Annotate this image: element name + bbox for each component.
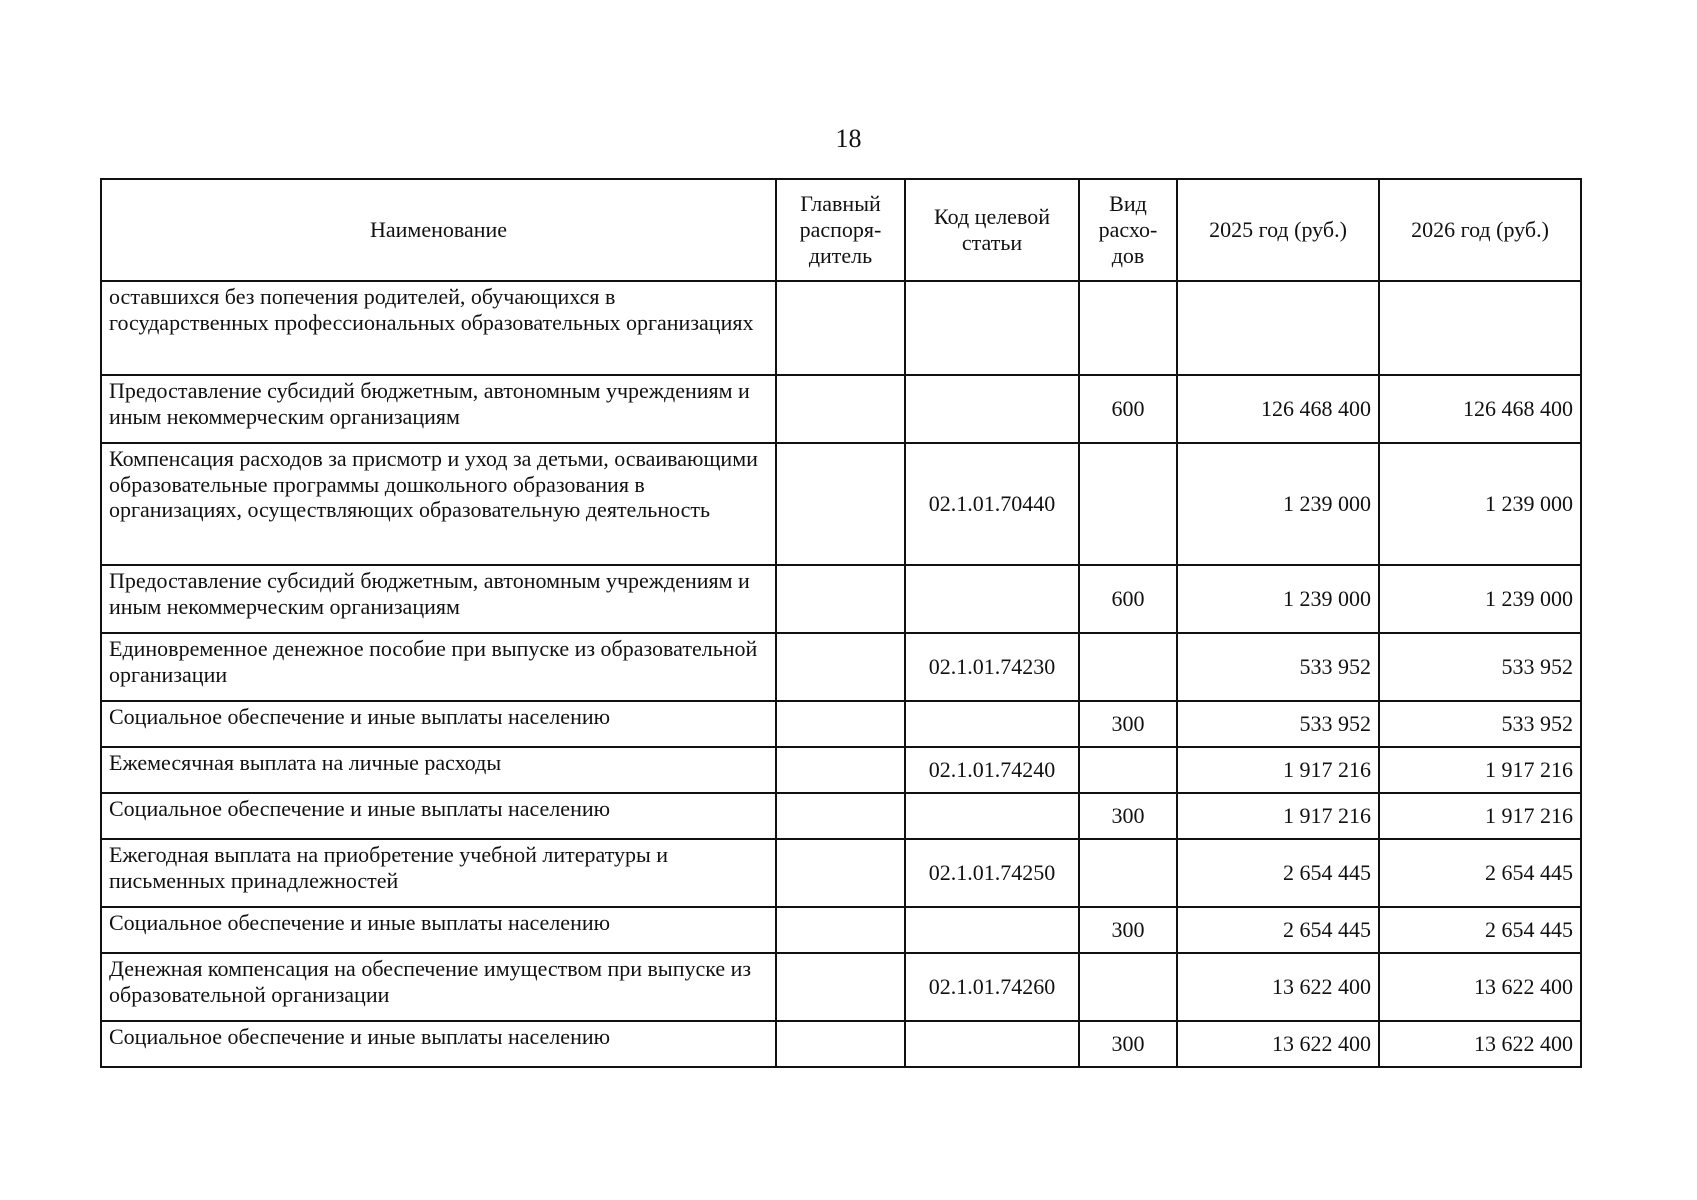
row-amount-2025: 1 917 216 [1177,793,1379,839]
row-name: Денежная компенсация на обеспечение имуществом при выпуске из образовательной организации [101,953,776,1021]
header-target-code: Код целевой статьи [905,179,1079,281]
row-amount-2025: 13 622 400 [1177,953,1379,1021]
row-main-admin [776,747,905,793]
row-expense-type: 600 [1079,565,1177,633]
row-main-admin [776,565,905,633]
row-expense-type [1079,953,1177,1021]
table-row [101,793,1581,839]
row-amount-2026: 126 468 400 [1379,375,1581,443]
header-expense-type: Вид расхо-дов [1079,179,1177,281]
row-target-code: 02.1.01.74230 [905,633,1079,701]
row-name: Предоставление субсидий бюджетным, автономным учреждениям и иным некоммерческим организациям [101,375,776,443]
row-main-admin [776,839,905,907]
row-amount-2026: 2 654 445 [1379,839,1581,907]
row-main-admin [776,1021,905,1067]
table-row [101,375,1581,443]
table-row [101,633,1581,701]
table-row [101,747,1581,793]
row-amount-2026: 1 239 000 [1379,565,1581,633]
row-amount-2025: 126 468 400 [1177,375,1379,443]
row-amount-2025: 2 654 445 [1177,907,1379,953]
budget-table [100,178,1582,1068]
table-header [101,179,1581,281]
row-amount-2025: 1 239 000 [1177,565,1379,633]
row-amount-2026: 533 952 [1379,633,1581,701]
header-name: Наименование [101,179,776,281]
row-amount-2025: 1 239 000 [1177,443,1379,565]
header-row [101,179,1581,281]
row-main-admin [776,633,905,701]
row-name: Предоставление субсидий бюджетным, автономным учреждениям и иным некоммерческим организациям [101,565,776,633]
row-name: Компенсация расходов за присмотр и уход за детьми, осваивающими образовательные программы дошкольного образования в организациях, осуществляющих образовательную деятельность [101,443,776,565]
table-row [101,281,1581,375]
row-amount-2026: 13 622 400 [1379,1021,1581,1067]
header-year-2026: 2026 год (руб.) [1379,179,1581,281]
row-main-admin [776,443,905,565]
row-amount-2025: 1 917 216 [1177,747,1379,793]
row-target-code: 02.1.01.70440 [905,443,1079,565]
row-amount-2026: 533 952 [1379,701,1581,747]
table-body [101,281,1581,1067]
table-row [101,443,1581,565]
header-main-admin: Главный распоря-дитель [776,179,905,281]
row-amount-2026: 2 654 445 [1379,907,1581,953]
row-name: Единовременное денежное пособие при выпуске из образовательной организации [101,633,776,701]
row-target-code [905,375,1079,443]
row-amount-2026: 13 622 400 [1379,953,1581,1021]
row-expense-type: 600 [1079,375,1177,443]
row-expense-type [1079,633,1177,701]
row-main-admin [776,701,905,747]
row-target-code [905,701,1079,747]
row-amount-2025: 2 654 445 [1177,839,1379,907]
row-expense-type: 300 [1079,701,1177,747]
row-main-admin [776,281,905,375]
row-target-code [905,565,1079,633]
row-target-code: 02.1.01.74260 [905,953,1079,1021]
row-amount-2025: 533 952 [1177,701,1379,747]
row-target-code: 02.1.01.74240 [905,747,1079,793]
row-main-admin [776,375,905,443]
row-expense-type [1079,281,1177,375]
row-name: Социальное обеспечение и иные выплаты населению [101,907,776,953]
row-amount-2025 [1177,281,1379,375]
table-row [101,839,1581,907]
table-row [101,1021,1581,1067]
page-number: 18 [835,124,862,153]
row-name: Социальное обеспечение и иные выплаты населению [101,1021,776,1067]
row-target-code [905,793,1079,839]
row-name: Социальное обеспечение и иные выплаты населению [101,793,776,839]
row-name: Ежемесячная выплата на личные расходы [101,747,776,793]
row-name: Ежегодная выплата на приобретение учебной литературы и письменных принадлежностей [101,839,776,907]
row-expense-type [1079,839,1177,907]
row-amount-2025: 533 952 [1177,633,1379,701]
table-row [101,701,1581,747]
row-target-code [905,1021,1079,1067]
row-target-code [905,907,1079,953]
row-amount-2025: 13 622 400 [1177,1021,1379,1067]
row-target-code: 02.1.01.74250 [905,839,1079,907]
row-amount-2026: 1 917 216 [1379,793,1581,839]
table-row [101,907,1581,953]
row-amount-2026 [1379,281,1581,375]
row-main-admin [776,907,905,953]
row-expense-type: 300 [1079,907,1177,953]
row-amount-2026: 1 917 216 [1379,747,1581,793]
row-amount-2026: 1 239 000 [1379,443,1581,565]
row-expense-type: 300 [1079,793,1177,839]
header-year-2025: 2025 год (руб.) [1177,179,1379,281]
table-row [101,565,1581,633]
row-main-admin [776,953,905,1021]
row-expense-type: 300 [1079,1021,1177,1067]
table-row [101,953,1581,1021]
row-target-code [905,281,1079,375]
row-expense-type [1079,443,1177,565]
row-expense-type [1079,747,1177,793]
row-main-admin [776,793,905,839]
row-name: оставшихся без попечения родителей, обучающихся в государственных профессиональных образовательных организациях [101,281,776,375]
row-name: Социальное обеспечение и иные выплаты населению [101,701,776,747]
